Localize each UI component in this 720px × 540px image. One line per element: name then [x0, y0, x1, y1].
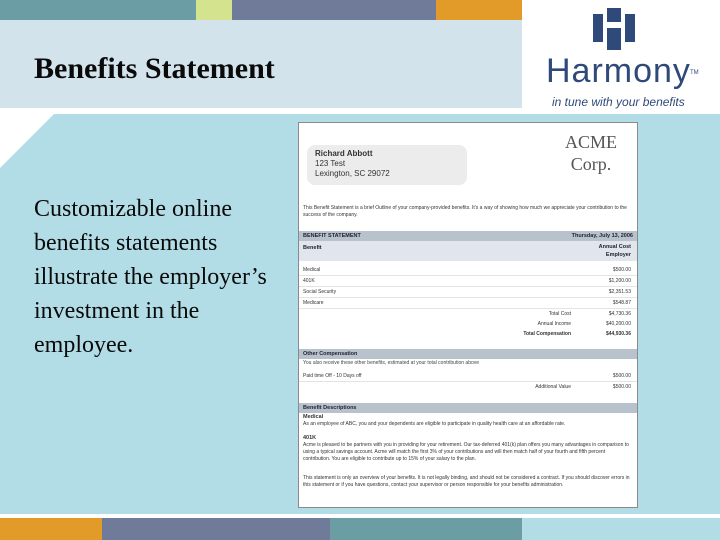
cost-column-label	[599, 243, 631, 259]
total-label: Annual Income	[537, 321, 571, 327]
top-bar-segment	[102, 0, 196, 20]
harmony-tagline: in tune with your benefits	[552, 95, 685, 109]
total-row	[431, 309, 631, 319]
other-compensation-note: You also receive these other benefits, estimated at your total contribution above	[303, 360, 480, 366]
statement-footer: This statement is only an overview of your benefits. It is not legally binding, and should not be considered a contract. If you should discover errors in this statement or if you have questions, contact your supervisor or person responsible for your benefits administration.	[303, 475, 630, 488]
row-label: Medical	[303, 267, 321, 273]
benefit-descriptions-bar	[299, 403, 637, 413]
benefit-column-label: Benefit	[303, 245, 322, 251]
intro-text: This Benefit Statement is a brief Outline of your company-provided benefits. It’s a way of showing how much we appreciate your contribution to the success of the company.	[303, 205, 627, 218]
bar-title: Benefit Descriptions	[303, 405, 357, 411]
total-row	[431, 382, 631, 392]
recipient-name: Richard Abbott	[315, 149, 373, 158]
row-value: $500.00	[612, 373, 631, 379]
other-compensation-bar	[299, 349, 637, 359]
description-text: Acme is pleased to be partners with you in providing for your retirement. Our tax-deferred 401(k) plan offers you many advantages in comparison to using a typical savings account. Acme will match the first 3% of your contributions and will then match half of your fourth and fifth percent contribution. You are eligible to contribute up to 15% of your salary to the plan.	[303, 442, 629, 462]
harmony-logo-tm: TM	[690, 70, 699, 76]
table-row	[299, 265, 637, 276]
corner-accent	[0, 114, 54, 168]
total-value: $4,730.36	[608, 311, 631, 317]
row-label: Medicare	[303, 300, 324, 306]
bottom-bar-segment	[522, 518, 720, 540]
bar-title: Other Compensation	[303, 351, 358, 357]
row-label: Social Security	[303, 289, 337, 295]
total-label: Total Cost	[548, 311, 571, 317]
benefit-column-header	[299, 241, 637, 261]
total-row	[431, 319, 631, 329]
table-row	[299, 371, 637, 382]
description-title: Medical	[303, 414, 324, 420]
table-row	[299, 276, 637, 287]
slide-title: Benefits Statement	[34, 52, 275, 85]
top-bar-segment	[196, 0, 232, 20]
total-row	[431, 329, 631, 339]
table-row	[299, 298, 637, 309]
acme-logo	[559, 131, 623, 175]
top-color-bar	[0, 0, 522, 20]
table-row	[299, 287, 637, 298]
acme-logo-line: Corp.	[570, 154, 612, 174]
description-text: As an employee of ABC, you and your dependents are eligible to participate in quality health care at an affordable rate.	[303, 421, 566, 427]
top-bar-segment	[0, 0, 102, 20]
medical-description	[303, 414, 633, 428]
benefit-statement-bar	[299, 231, 637, 241]
harmony-logo-mark-icon	[593, 8, 637, 52]
bar-title: BENEFIT STATEMENT	[303, 233, 361, 239]
total-value: $44,930.36	[605, 331, 631, 337]
address-line: 123 Test	[315, 159, 346, 168]
top-bar-segment	[232, 0, 436, 20]
statement-date: Thursday, July 13, 2006	[571, 233, 633, 239]
bottom-bar-segment	[0, 518, 102, 540]
bottom-bar-segment	[102, 518, 330, 540]
header-band	[0, 20, 522, 108]
address-line: Lexington, SC 29072	[315, 169, 390, 178]
description-text: Customizable online benefits statements illustrate the employer’s investment in the employee.	[34, 196, 267, 358]
total-label: Total Compensation	[523, 331, 571, 337]
address-block	[307, 145, 467, 185]
cost-column-line: Annual Cost	[598, 244, 631, 250]
total-value: $40,200.00	[605, 321, 631, 327]
total-label: Additional Value	[535, 384, 571, 390]
acme-logo-line: ACME	[564, 132, 617, 152]
harmony-logo-wordmark: Harmony	[546, 52, 691, 90]
row-value: $2,351.53	[608, 289, 631, 295]
row-value: $1,200.00	[608, 278, 631, 284]
row-value: $500.00	[612, 267, 631, 273]
row-label: Paid time Off - 10 Days off	[303, 373, 362, 379]
bottom-bar-segment	[330, 518, 522, 540]
benefits-statement-document	[298, 122, 638, 508]
row-value: $548.87	[612, 300, 631, 306]
row-label: 401K	[303, 278, 315, 284]
bottom-color-bar	[0, 518, 720, 540]
401k-description	[303, 435, 633, 463]
cost-column-line: Employer	[605, 252, 631, 258]
top-bar-segment	[436, 0, 522, 20]
description-title: 401K	[303, 435, 317, 441]
total-value: $500.00	[612, 384, 631, 390]
